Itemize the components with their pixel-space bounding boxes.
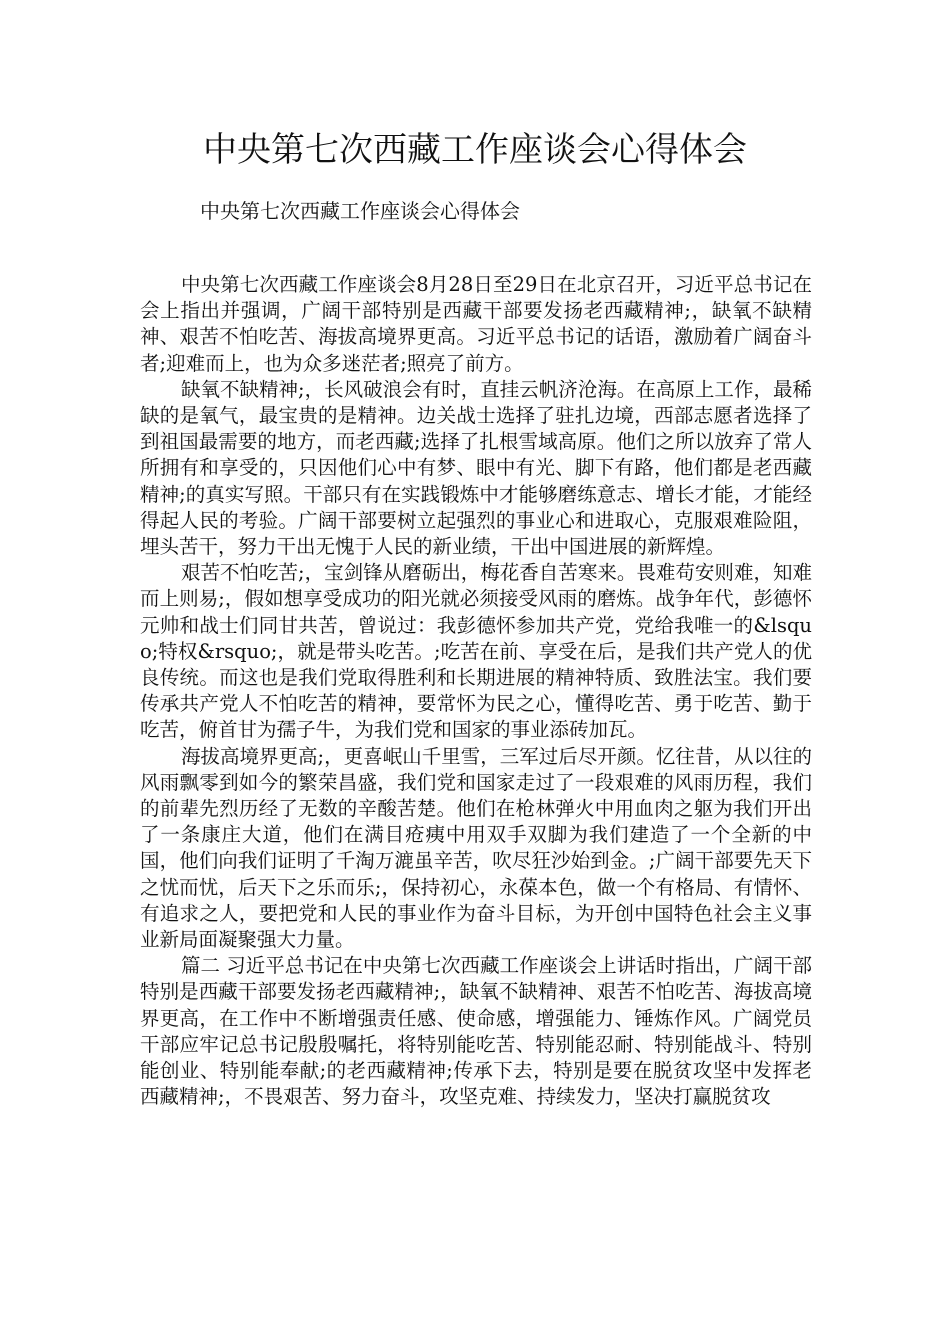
paragraph-2: 缺氧不缺精神;，长风破浪会有时，直挂云帆济沧海。在高原上工作，最稀缺的是氧气，最宝贵的是精神。边关战士选择了驻扎边境，西部志愿者选择了到祖国最需要的地方，而老西藏;选择了扎根雪域高原。他们之所以放弃了常人所拥有和享受的，只因他们心中有梦、眼中有光、脚下有路，他们都是老西藏精神;的真实写照。干部只有在实践锻炼中才能够磨练意志、增长才能，才能经得起人民的考验。广阔干部要树立起强烈的事业心和进取心，克服艰难险阻，埋头苦干，努力干出无愧于人民的新业绩，干出中国进展的新辉煌。 [140,377,812,559]
paragraph-5: 篇二 习近平总书记在中央第七次西藏工作座谈会上讲话时指出，广阔干部特别是西藏干部要发扬老西藏精神;，缺氧不缺精神、艰苦不怕吃苦、海拔高境界更高，在工作中不断增强责任感、使命感，增强能力、锤炼作风。广阔党员干部应牢记总书记殷殷嘱托，将特别能吃苦、特别能忍耐、特别能战斗、特别能创业、特别能奉献;的老西藏精神;传承下去，特别是要在脱贫攻坚中发挥老西藏精神;，不畏艰苦、努力奋斗，攻坚克难、持续发力，坚决打赢脱贫攻 [140,954,812,1109]
paragraph-3: 艰苦不怕吃苦;，宝剑锋从磨砺出，梅花香自苦寒来。畏难苟安则难，知难而上则易;，假如想享受成功的阳光就必须接受风雨的磨炼。战争年代，彭德怀元帅和战士们同甘共苦，曾说过：我彭德怀参加共产党，党给我唯一的&lsquo;特权&rsquo;，就是带头吃苦。;吃苦在前、享受在后，是我们共产党人的优良传统。而这也是我们党取得胜利和长期进展的精神特质、致胜法宝。我们要传承共产党人不怕吃苦的精神，要常怀为民之心，懂得吃苦、勇于吃苦、勤于吃苦，俯首甘为孺子牛，为我们党和国家的事业添砖加瓦。 [140,561,812,742]
document-body [140,272,812,1111]
paragraph-1: 中央第七次西藏工作座谈会8月28日至29日在北京召开，习近平总书记在会上指出并强调，广阔干部特别是西藏干部要发扬老西藏精神;，缺氧不缺精神、艰苦不怕吃苦、海拔高境界更高。习近平总书记的话语，激励着广阔奋斗者;迎难而上，也为众多迷茫者;照亮了前方。 [140,273,812,375]
document-title: 中央第七次西藏工作座谈会心得体会 [203,130,747,170]
document-subtitle: 中央第七次西藏工作座谈会心得体会 [200,199,520,223]
paragraph-4: 海拔高境界更高;，更喜岷山千里雪，三军过后尽开颜。忆往昔，从以往的风雨飘零到如今的繁荣昌盛，我们党和国家走过了一段艰难的风雨历程，我们的前辈先烈历经了无数的辛酸苦楚。他们在枪林弹火中用血肉之躯为我们开出了一条康庄大道，他们在满目疮痍中用双手双脚为我们建造了一个全新的中国，他们向我们证明了千淘万漉虽辛苦，吹尽狂沙始到金。;广阔干部要先天下之忧而忧，后天下之乐而乐;，保持初心，永葆本色，做一个有格局、有情怀、有追求之人，要把党和人民的事业作为奋斗目标，为开创中国特色社会主义事业新局面凝聚强大力量。 [140,744,812,952]
